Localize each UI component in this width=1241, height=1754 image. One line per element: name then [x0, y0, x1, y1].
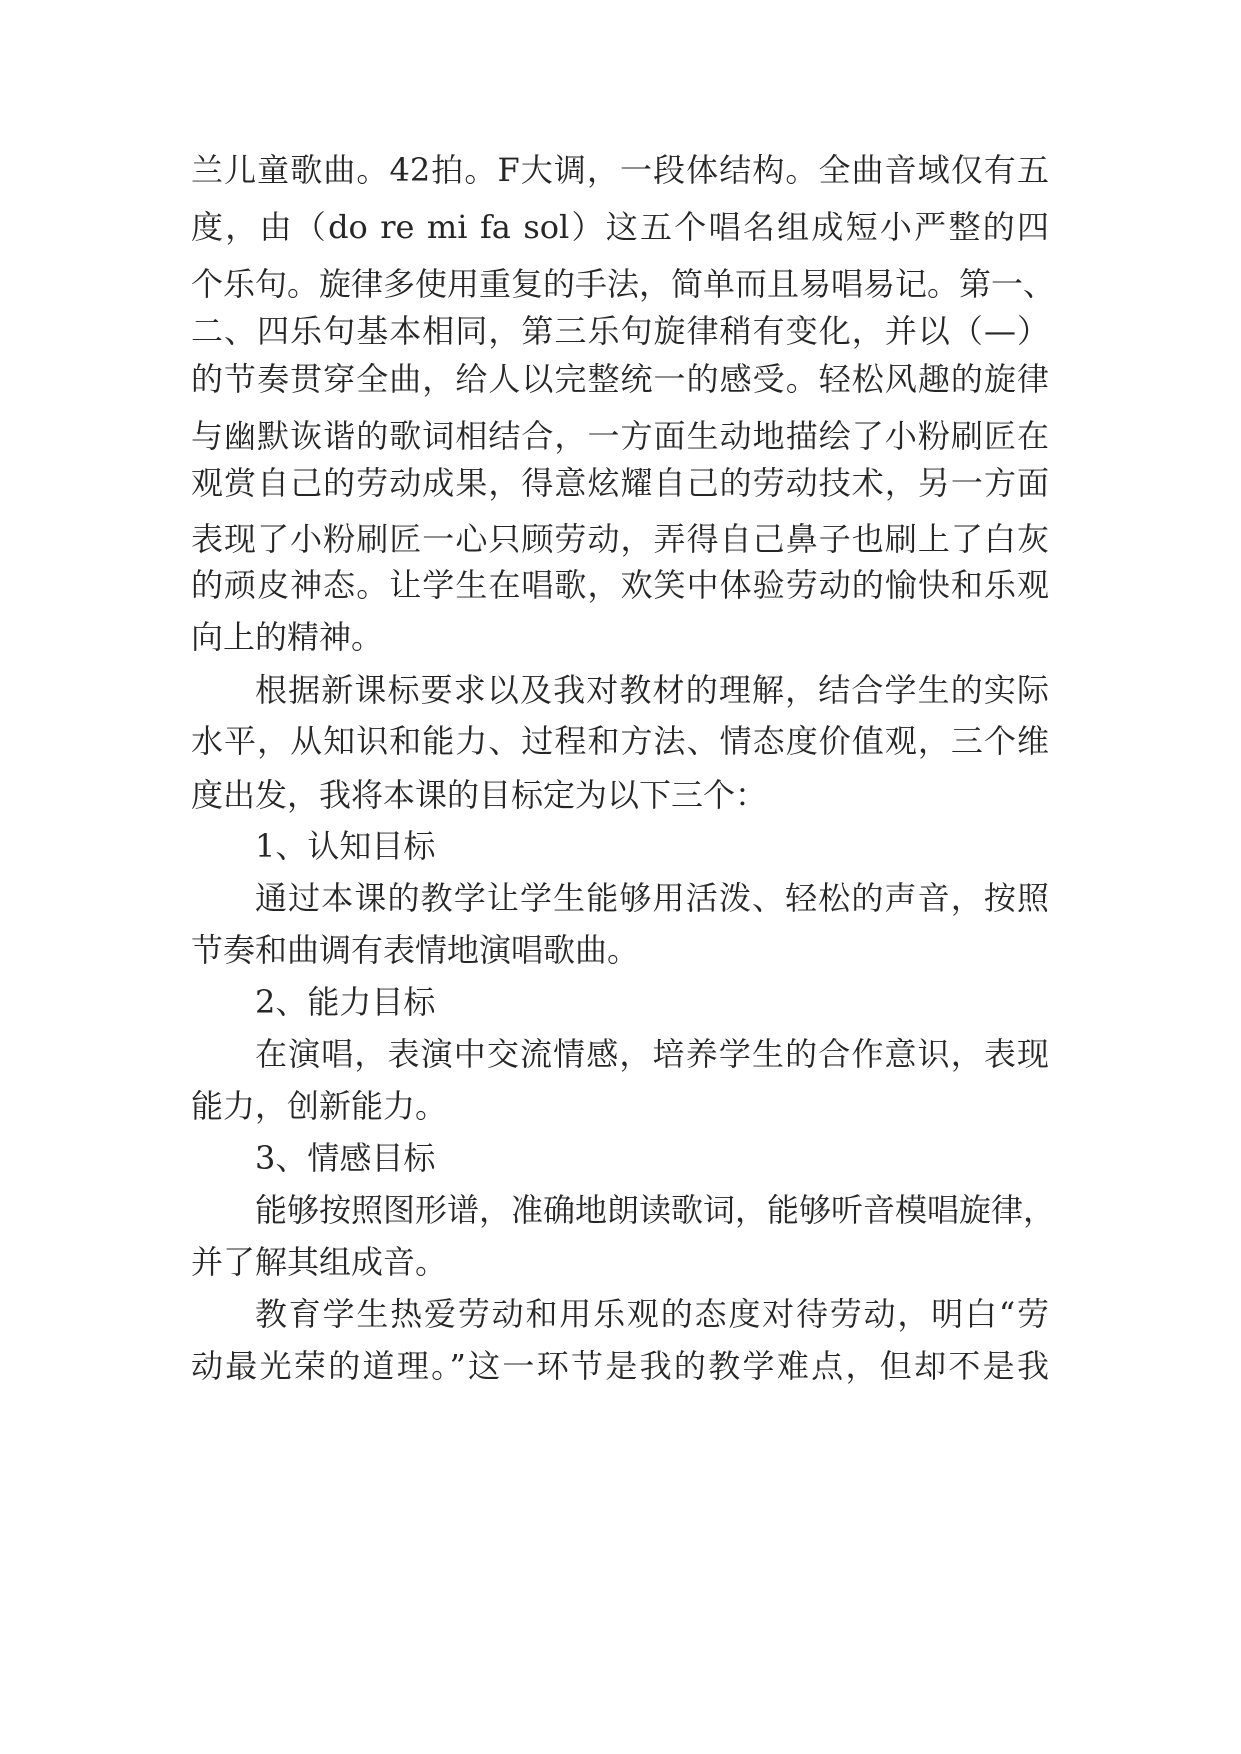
text-line: 表现了小粉刷匠一心只顾劳动，弄得自己鼻子也刷上了白灰 — [191, 520, 1049, 558]
paragraph-first-line: 能够按照图形谱，准确地朗读歌词，能够听音模唱旋律， — [255, 1191, 1056, 1229]
text-line: 水平，从知识和能力、过程和方法、情态度价值观，三个维 — [191, 722, 1049, 760]
text-line: 动最光荣的道理。”这一环节是我的教学难点，但却不是我 — [191, 1347, 1049, 1385]
text-line: 二、四乐句基本相同，第三乐句旋律稍有变化，并以（—） — [191, 312, 1049, 350]
paragraph-first-line: 通过本课的教学让学生能够用活泼、轻松的声音，按照 — [255, 879, 1049, 917]
paragraph-first-line: 在演唱，表演中交流情感，培养学生的合作意识，表现 — [255, 1035, 1049, 1073]
text-line: 度，由（do re mi fa sol）这五个唱名组成短小严整的四 — [191, 208, 1049, 246]
text-line: 向上的精神。 — [191, 618, 384, 656]
section-heading: 3、情感目标 — [255, 1139, 436, 1177]
text-line: 个乐句。旋律多使用重复的手法，简单而且易唱易记。第一、 — [191, 265, 1056, 303]
text-line: 的顽皮神态。让学生在唱歌，欢笑中体验劳动的愉快和乐观 — [191, 566, 1049, 604]
section-heading: 2、能力目标 — [255, 983, 436, 1021]
text-line: 与幽默诙谐的歌词相结合，一方面生动地描绘了小粉刷匠在 — [191, 417, 1049, 455]
text-line: 度出发，我将本课的目标定为以下三个： — [191, 776, 768, 814]
paragraph-first-line: 教育学生热爱劳动和用乐观的态度对待劳动，明白“劳 — [255, 1295, 1049, 1333]
section-heading: 1、认知目标 — [255, 827, 436, 865]
text-line: 兰儿童歌曲。42拍。F大调，一段体结构。全曲音域仅有五 — [191, 151, 1049, 189]
text-line: 的节奏贯穿全曲，给人以完整统一的感受。轻松风趣的旋律 — [191, 360, 1049, 398]
text-line: 能力，创新能力。 — [191, 1087, 448, 1125]
text-line: 节奏和曲调有表情地演唱歌曲。 — [191, 931, 640, 969]
text-line: 并了解其组成音。 — [191, 1243, 448, 1281]
text-line: 观赏自己的劳动成果，得意炫耀自己的劳动技术，另一方面 — [191, 464, 1049, 502]
paragraph-first-line: 根据新课标要求以及我对教材的理解，结合学生的实际 — [255, 671, 1049, 709]
